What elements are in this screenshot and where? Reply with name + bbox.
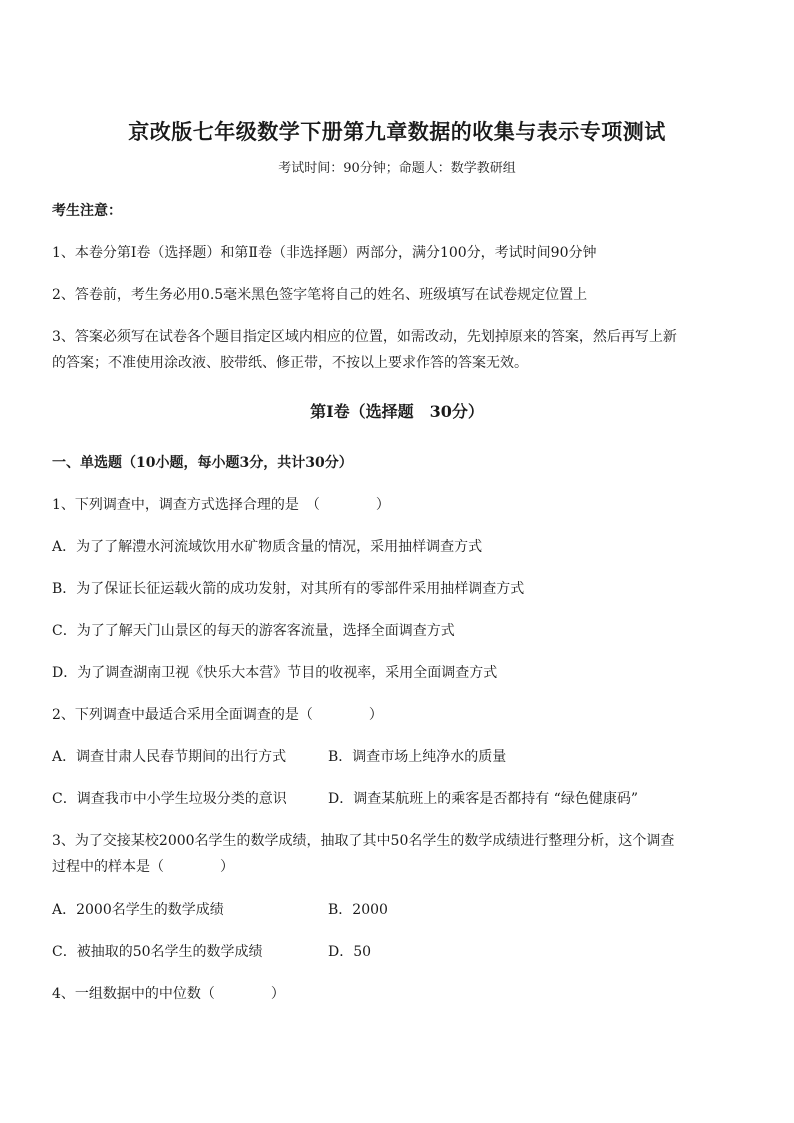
question-3-stem-line-2: 过程中的样本是（ ） (52, 859, 234, 875)
section-title: 第Ⅰ卷（选择题 30分） (310, 402, 484, 421)
question-2-option-c: C．调查我市中小学生垃圾分类的意识 (52, 791, 287, 807)
question-3-option-d: D．50 (328, 944, 372, 960)
notice-item-1: 1、本卷分第Ⅰ卷（选择题）和第Ⅱ卷（非选择题）两部分，满分100分，考试时间90分钟 (52, 245, 597, 261)
question-1-option-d: D．为了调查湖南卫视《快乐大本营》节目的收视率，采用全面调查方式 (52, 665, 498, 681)
question-1-option-c: C．为了了解天门山景区的每天的游客客流量，选择全面调查方式 (52, 623, 455, 639)
question-1-option-a: A．为了了解澧水河流域饮用水矿物质含量的情况，采用抽样调查方式 (52, 539, 483, 555)
question-3-option-a: A．2000名学生的数学成绩 (52, 902, 224, 918)
question-3-option-c: C．被抽取的50名学生的数学成绩 (52, 944, 263, 960)
question-3-stem-line-1: 3、为了交接某校2000名学生的数学成绩，抽取了其中50名学生的数学成绩进行整理分析，这个调查 (52, 833, 675, 849)
notice-heading: 考生注意： (52, 203, 122, 219)
question-3-option-b: B．2000 (328, 902, 388, 918)
question-2-stem: 2、下列调查中最适合采用全面调查的是（ ） (52, 707, 383, 723)
part-heading: 一、单选题（10小题，每小题3分，共计30分） (52, 455, 353, 471)
question-2-option-b: B．调查市场上纯净水的质量 (328, 749, 507, 765)
page-title: 京改版七年级数学下册第九章数据的收集与表示专项测试 (128, 119, 666, 144)
notice-item-3-line-2: 的答案；不准使用涂改液、胶带纸、修正带，不按以上要求作答的答案无效。 (52, 355, 528, 371)
question-1-option-b: B．为了保证长征运载火箭的成功发射，对其所有的零部件采用抽样调查方式 (52, 581, 525, 597)
notice-item-2: 2、答卷前，考生务必用0.5毫米黑色签字笔将自己的姓名、班级填写在试卷规定位置上 (52, 287, 588, 303)
question-2-option-d: D．调查某航班上的乘客是否都持有 “绿色健康码” (328, 791, 638, 807)
exam-info: 考试时间：90分钟；命题人：数学教研组 (278, 161, 516, 176)
question-1-stem: 1、下列调查中，调查方式选择合理的是 （ ） (52, 497, 390, 513)
question-4-stem: 4、一组数据中的中位数（ ） (52, 986, 285, 1002)
question-2-option-a: A．调查甘肃人民春节期间的出行方式 (52, 749, 287, 765)
notice-item-3-line-1: 3、答案必须写在试卷各个题目指定区域内相应的位置，如需改动，先划掉原来的答案，然后再写上新 (52, 329, 677, 345)
